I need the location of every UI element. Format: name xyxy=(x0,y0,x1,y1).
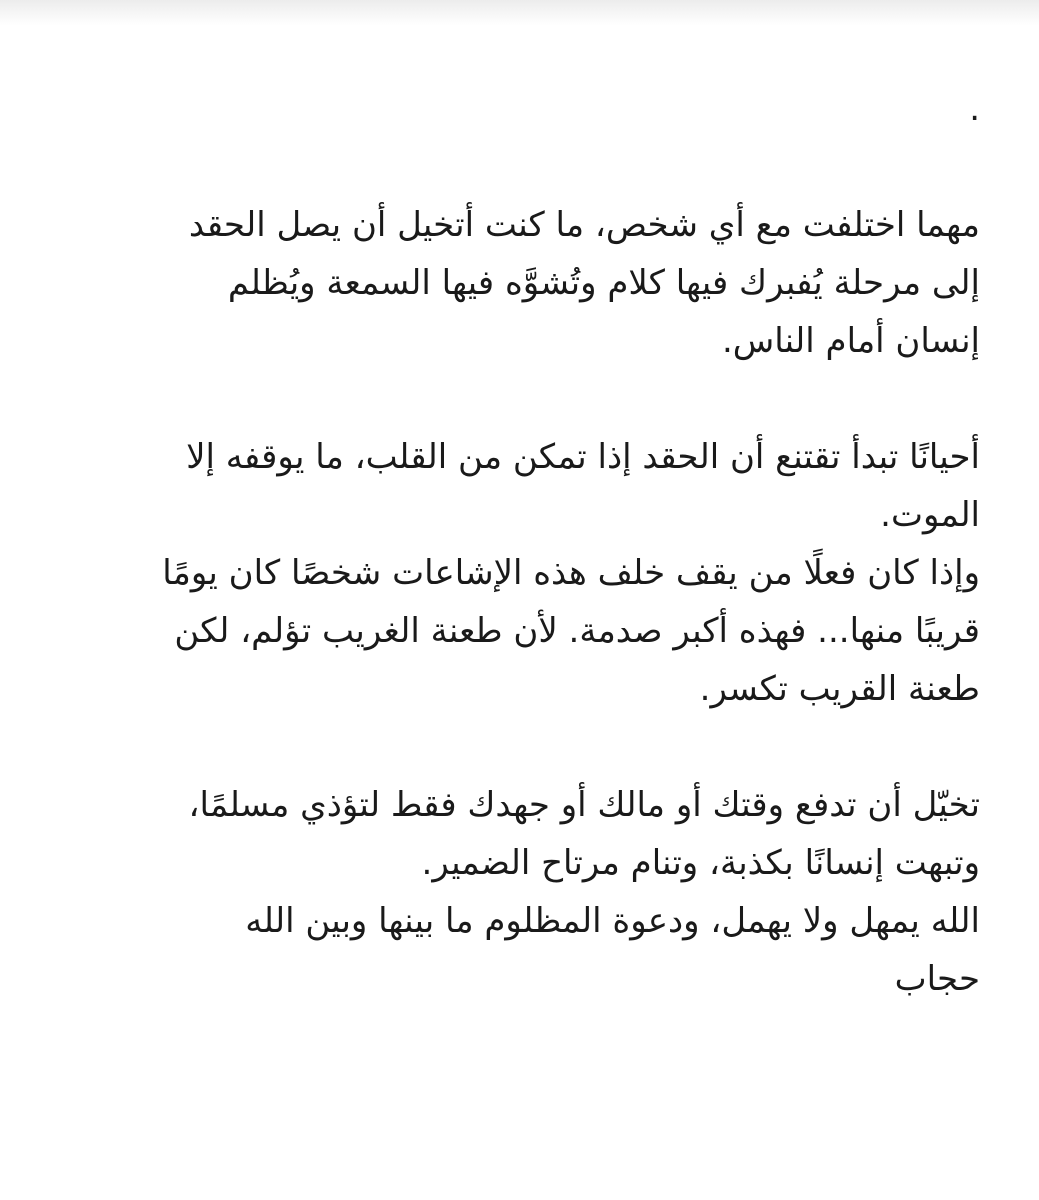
spacer xyxy=(60,718,980,776)
text-line: الموت. xyxy=(880,495,980,535)
text-line: تخيّل أن تدفع وقتك أو مالك أو جهدك فقط لتؤذي مسلمًا، xyxy=(188,785,980,825)
text-line: الله يمهل ولا يهمل، ودعوة المظلوم ما بينها وبين الله xyxy=(245,901,980,941)
text-line: أحيانًا تبدأ تقتنع أن الحقد إذا تمكن من القلب، ما يوقفه إلا xyxy=(186,437,980,477)
paragraph-3 xyxy=(60,776,980,1008)
paragraph-1 xyxy=(60,196,980,370)
text-line: إنسان أمام الناس. xyxy=(722,321,980,361)
leading-dot: . xyxy=(969,89,980,129)
text-line: قريبًا منها... فهذه أكبر صدمة. لأن طعنة الغريب تؤلم، لكن xyxy=(174,611,980,651)
text-line: وتبهت إنسانًا بكذبة، وتنام مرتاح الضمير. xyxy=(421,843,980,883)
spacer xyxy=(60,138,980,196)
top-shadow-bar xyxy=(0,0,1039,26)
text-line: مهما اختلفت مع أي شخص، ما كنت أتخيل أن يصل الحقد xyxy=(188,205,980,245)
paragraph-2 xyxy=(60,428,980,718)
text-line: إلى مرحلة يُفبرك فيها كلام وتُشوَّه فيها السمعة ويُظلم xyxy=(227,263,980,303)
text-line: طعنة القريب تكسر. xyxy=(699,669,980,709)
text-line: وإذا كان فعلًا من يقف خلف هذه الإشاعات شخصًا كان يومًا xyxy=(162,553,980,593)
spacer xyxy=(60,370,980,428)
note-body xyxy=(60,80,980,1008)
text-line: حجاب xyxy=(894,959,980,999)
